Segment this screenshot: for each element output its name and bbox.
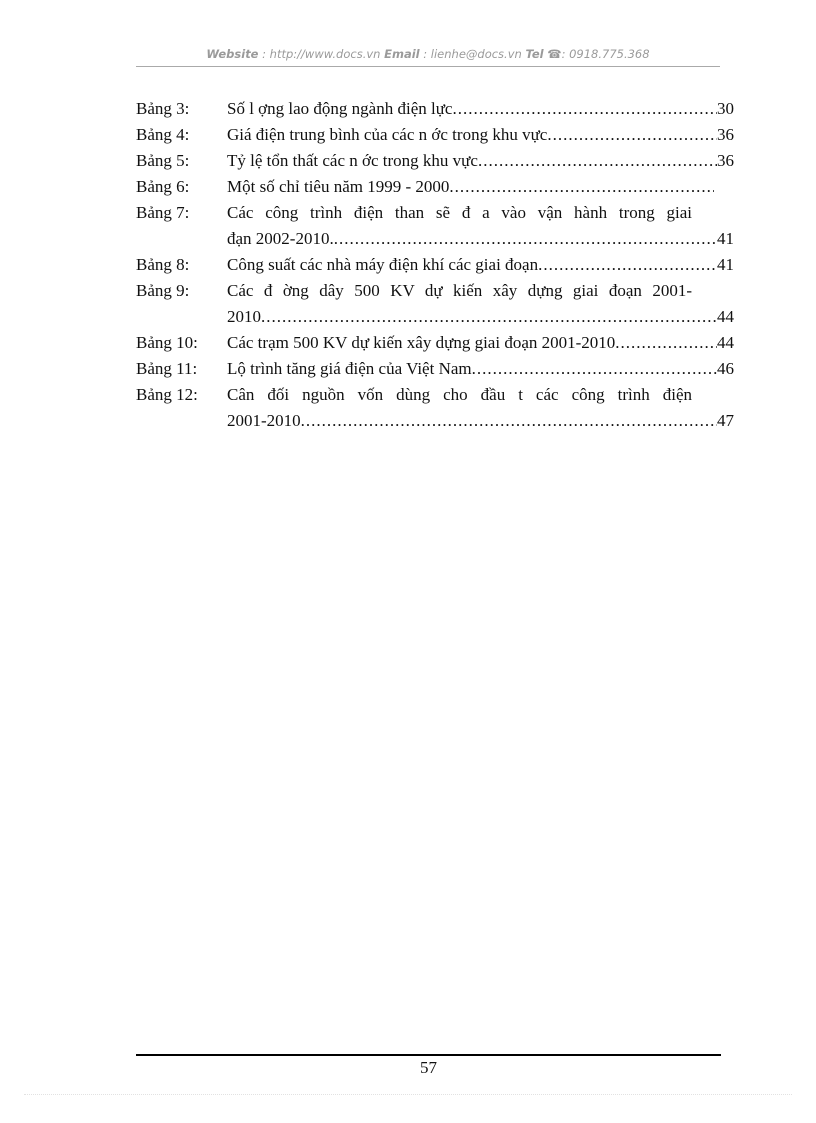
toc-leader xyxy=(261,304,717,330)
toc-page: 41 xyxy=(717,229,734,248)
page-header xyxy=(136,47,720,61)
toc-entry xyxy=(136,148,734,174)
toc-entry xyxy=(136,200,734,252)
header-tel-value: : 0918.775.368 xyxy=(561,47,650,61)
toc-leader xyxy=(334,226,717,252)
toc-leader xyxy=(478,148,717,174)
toc-page: 44 xyxy=(717,333,734,352)
toc-leader xyxy=(452,96,717,122)
toc-entry xyxy=(136,96,734,122)
footer-rule xyxy=(136,1054,721,1056)
toc-page: 30 xyxy=(717,99,734,118)
toc-title-line1: Cân đối nguồn vốn dùng cho đầu t các công trình điện xyxy=(227,385,692,404)
toc-label: Bảng 7: xyxy=(136,203,190,222)
toc-entry xyxy=(136,174,734,200)
toc-title-line2: đạn 2002-2010. xyxy=(227,229,334,248)
toc-leader xyxy=(547,122,717,148)
toc-page: 44 xyxy=(717,307,734,326)
toc-title: Lộ trình tăng giá điện của Việt Nam xyxy=(227,359,472,378)
toc-page: 36 xyxy=(717,151,734,170)
toc-title-line2: 2001-2010 xyxy=(227,411,301,430)
toc-leader xyxy=(449,174,714,200)
toc-title-line2: 2010 xyxy=(227,307,261,326)
toc-leader xyxy=(472,356,717,382)
header-email-label: Email xyxy=(384,47,420,61)
table-of-contents xyxy=(136,96,734,434)
toc-label: Bảng 10: xyxy=(136,333,198,352)
toc-title-line1: Các đ ờng dây 500 KV dự kiến xây dựng giai đoạn 2001- xyxy=(227,281,692,300)
toc-entry xyxy=(136,356,734,382)
toc-page: 36 xyxy=(717,125,734,144)
toc-label: Bảng 3: xyxy=(136,99,190,118)
toc-page: 46 xyxy=(717,359,734,378)
header-website-label: Website xyxy=(206,47,259,61)
header-tel-label: Tel xyxy=(525,47,544,61)
toc-entry xyxy=(136,330,734,356)
toc-label: Bảng 5: xyxy=(136,151,190,170)
page-bottom-border xyxy=(24,1094,792,1095)
toc-title: Tỷ lệ tổn thất các n ớc trong khu vực xyxy=(227,151,478,170)
toc-label: Bảng 11: xyxy=(136,359,198,378)
toc-label: Bảng 8: xyxy=(136,255,190,274)
toc-page: 41 xyxy=(717,255,734,274)
toc-entry xyxy=(136,122,734,148)
toc-title: Công suất các nhà máy điện khí các giai đoạn xyxy=(227,255,539,274)
toc-title: Các trạm 500 KV dự kiến xây dựng giai đoạn 2001-2010 xyxy=(227,333,616,352)
toc-title: Một số chỉ tiêu năm 1999 - 2000 xyxy=(227,177,450,196)
toc-label: Bảng 12: xyxy=(136,385,198,404)
toc-title-line1: Các công trình điện than sẽ đ a vào vận hành trong giai xyxy=(227,203,692,222)
toc-label: Bảng 6: xyxy=(136,177,190,196)
toc-leader xyxy=(538,252,717,278)
page-number: 57 xyxy=(420,1058,437,1077)
toc-leader xyxy=(301,408,717,434)
toc-entry xyxy=(136,278,734,330)
header-email-value: : lienhe@docs.vn xyxy=(423,47,522,61)
toc-page: 47 xyxy=(717,411,734,430)
toc-leader xyxy=(615,330,717,356)
toc-label: Bảng 9: xyxy=(136,281,190,300)
toc-title: Số l ợng lao động ngành điện lực xyxy=(227,99,453,118)
toc-title: Giá điện trung bình của các n ớc trong khu vực xyxy=(227,125,548,144)
header-rule xyxy=(136,66,720,67)
toc-label: Bảng 4: xyxy=(136,125,190,144)
toc-entry xyxy=(136,382,734,434)
toc-entry xyxy=(136,252,734,278)
phone-icon: ☎ xyxy=(547,47,562,61)
header-website-value: : http://www.docs.vn xyxy=(262,47,381,61)
